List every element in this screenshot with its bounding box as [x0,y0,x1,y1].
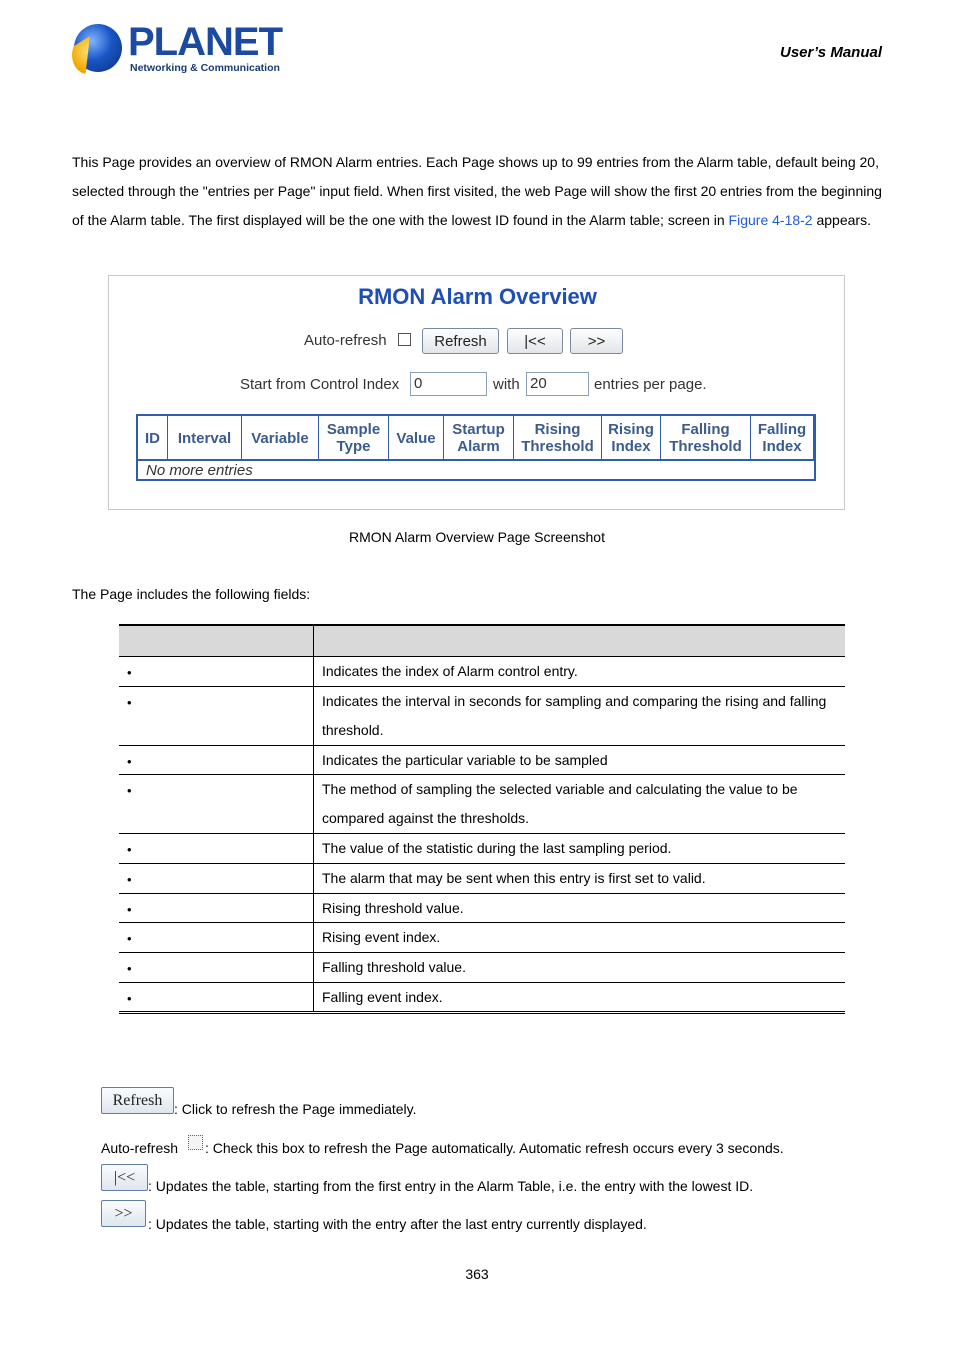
next-page-button[interactable]: >> [570,328,623,354]
field-description: The alarm that may be sent when this entry is first set to valid. [322,870,706,886]
header-divider [138,459,814,461]
bullet: • [127,902,132,917]
page-number: 363 [465,1266,489,1282]
intro-tail: appears. [812,212,871,228]
rmon-alarm-screenshot [108,275,845,510]
field-description: Indicates the interval in seconds for sampling and comparing the rising and falling threshold. [322,693,827,738]
screenshot-title: RMON Alarm Overview [358,284,597,309]
col-interval: Interval [168,416,242,460]
fields-table-header [119,624,845,657]
manual-label: User’s Manual [780,44,882,61]
start-index-label: Start from Control Index [240,376,400,393]
planet-logo [74,20,282,78]
table-row [119,687,845,746]
col-rising-threshold: Rising Threshold [514,416,602,460]
alarm-table [136,414,816,481]
brand-name: PLANET [128,20,282,64]
table-row [119,894,845,923]
col-id: ID [138,416,168,460]
entries-per-page-label: entries per page. [594,376,707,393]
bullet: • [127,695,132,710]
auto-refresh-checkbox[interactable] [398,333,411,346]
bullet: • [127,783,132,798]
empty-message: No more entries [146,462,253,479]
figure-caption: RMON Alarm Overview Page Screenshot [349,529,605,545]
field-description: Falling event index. [322,989,443,1005]
with-label: with [493,376,520,393]
table-row [119,657,845,687]
table-row [119,983,845,1012]
auto-refresh-text: Auto-refresh [101,1140,179,1156]
field-description: Rising event index. [322,929,441,945]
fields-intro: The Page includes the following fields: [72,586,311,602]
next-page-button-sample[interactable]: >> [101,1200,146,1227]
bullet: • [127,665,132,680]
refresh-description: : Click to refresh the Page immediately. [174,1101,417,1117]
col-variable: Variable [242,416,319,460]
intro-paragraph [72,148,887,235]
col-value: Value [389,416,444,460]
refresh-button[interactable]: Refresh [422,328,499,354]
table-row [119,834,845,864]
table-row [119,746,845,775]
bullet: • [127,931,132,946]
entries-per-page-input[interactable]: 20 [526,372,589,396]
col-rising-index: Rising Index [602,416,661,460]
auto-refresh-checkbox-sample[interactable] [188,1135,203,1150]
bullet: • [127,961,132,976]
bullet: • [127,991,132,1006]
first-page-button-sample[interactable]: |<< [101,1164,148,1191]
next-page-description: : Updates the table, starting with the entry after the last entry currently displayed. [148,1216,647,1232]
figure-link[interactable]: Figure 4-18-2 [728,212,813,228]
field-description: Indicates the particular variable to be sampled [322,752,608,768]
field-description: The value of the statistic during the last sampling period. [322,840,672,856]
auto-refresh-label: Auto-refresh [304,332,387,349]
first-page-button[interactable]: |<< [507,328,563,354]
first-page-description: : Updates the table, starting from the first entry in the Alarm Table, i.e. the entry with the lowest ID. [148,1178,754,1194]
bullet: • [127,754,132,769]
bullet: • [127,842,132,857]
col-falling-threshold: Falling Threshold [661,416,751,460]
auto-refresh-description: : Check this box to refresh the Page automatically. Automatic refresh occurs every 3 seconds. [205,1140,784,1156]
table-row [119,775,845,834]
table-bottom-border [119,1011,845,1014]
col-falling-index: Falling Index [751,416,814,460]
refresh-button-sample[interactable]: Refresh [101,1087,174,1114]
brand-tagline: Networking & Communication [130,62,280,74]
field-description: Falling threshold value. [322,959,466,975]
field-description: Indicates the index of Alarm control entry. [322,663,578,679]
col-sample-type: Sample Type [319,416,389,460]
field-description: The method of sampling the selected variable and calculating the value to be compared against the thresholds. [322,781,798,826]
col-startup-alarm: Startup Alarm [444,416,514,460]
bullet: • [127,872,132,887]
table-row [119,953,845,983]
table-row [119,864,845,894]
field-description: Rising threshold value. [322,900,464,916]
intro-text: This Page provides an overview of RMON Alarm entries. Each Page shows up to 99 entries from the Alarm table, default being 20, selected through the "entries per Page" input field. When first visited, the web Page will show the first 20 entries from the beginning of the Alarm table. The first displayed will be the one with the lowest ID found in the Alarm table; screen in [72,154,882,228]
start-index-input[interactable]: 0 [410,372,487,396]
table-row [119,923,845,953]
